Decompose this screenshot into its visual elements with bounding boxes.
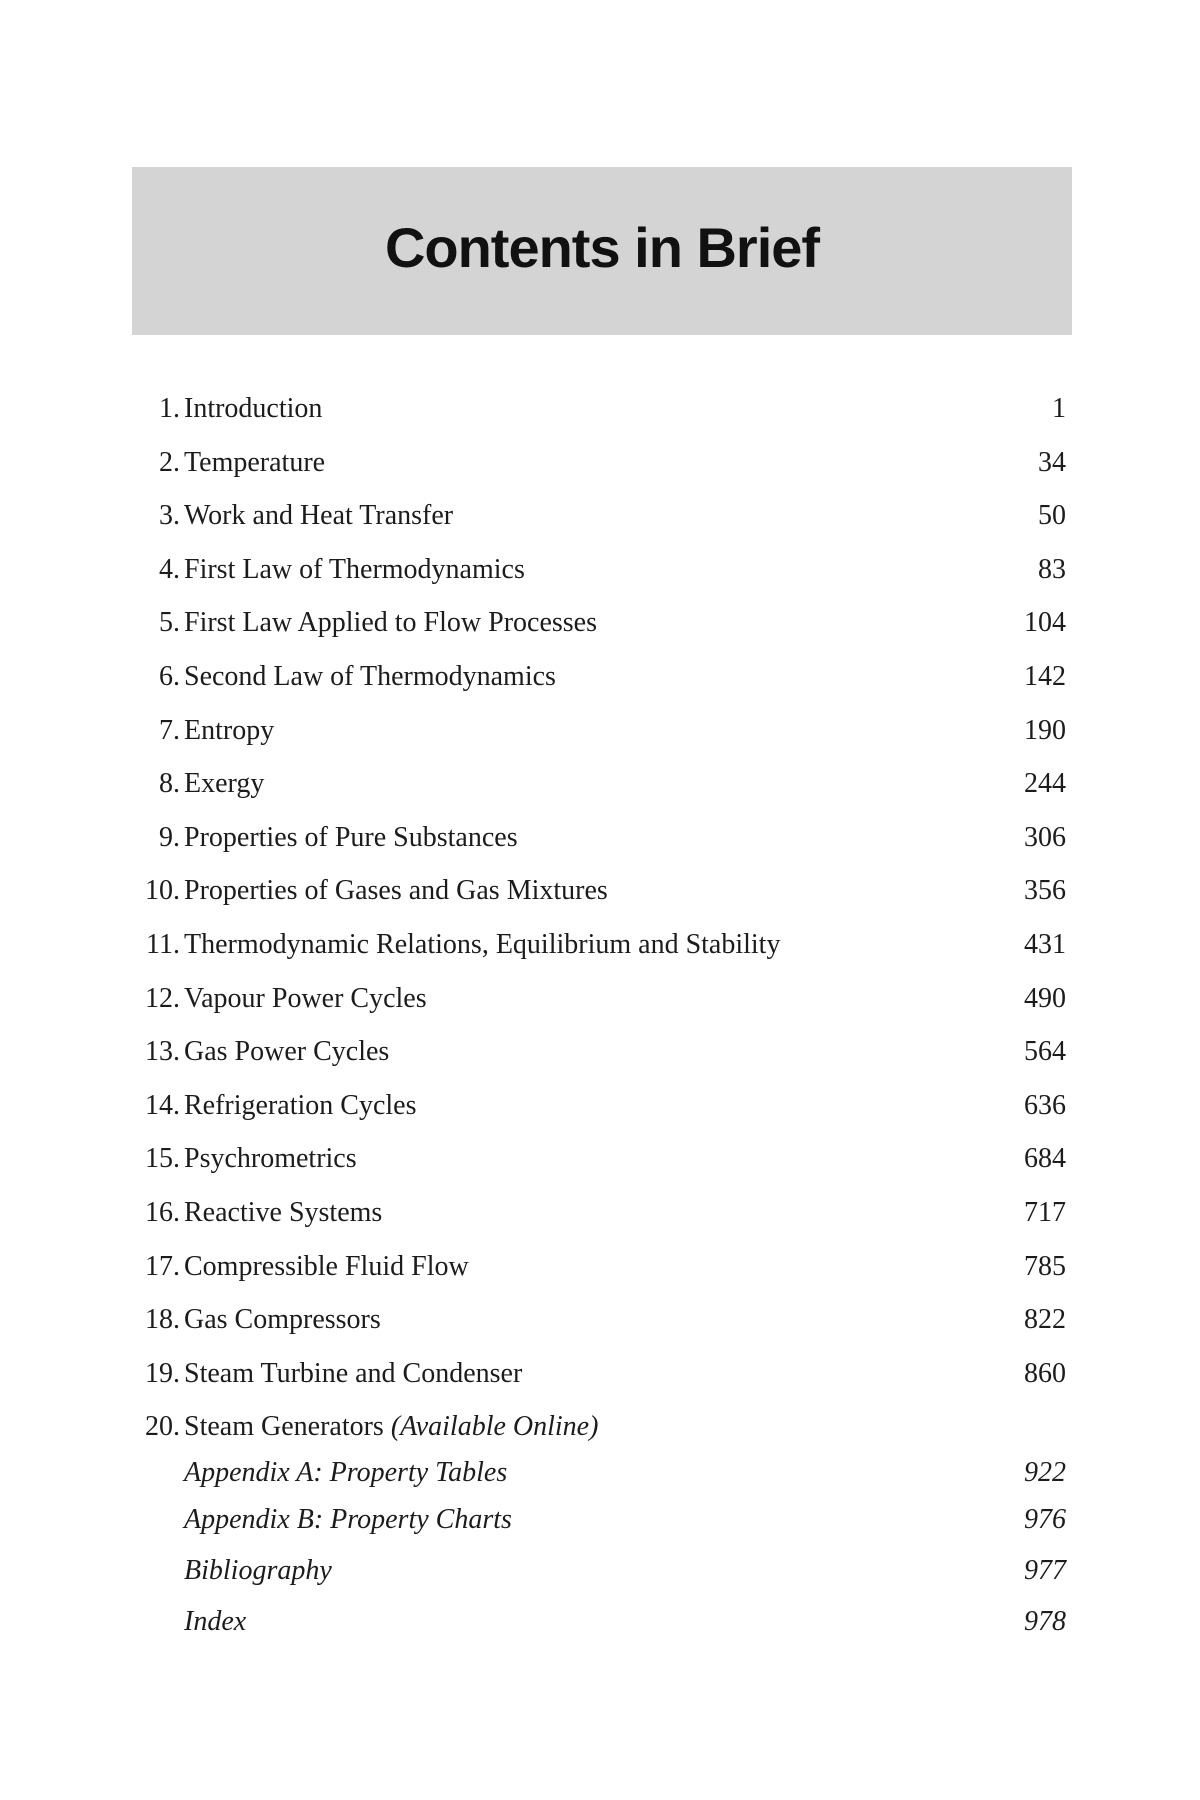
- chapter-number: 11.: [146, 928, 180, 960]
- chapter-number: 6.: [159, 660, 180, 692]
- chapter-number: 17.: [145, 1250, 180, 1282]
- page-number: 1: [1052, 393, 1066, 424]
- back-matter-entry: [132, 1551, 1072, 1591]
- chapter-title: Entropy: [184, 714, 275, 746]
- chapter-title-wrap: [184, 811, 518, 865]
- chapter-title-wrap: [184, 650, 556, 704]
- chapter-number: 1.: [159, 393, 180, 424]
- chapter-number: 5.: [159, 607, 180, 639]
- chapter-title: Gas Power Cycles: [184, 1036, 390, 1068]
- chapter-title-wrap: [184, 1186, 382, 1240]
- chapter-title: Compressible Fluid Flow: [184, 1250, 469, 1282]
- chapter-number: 10.: [145, 875, 180, 907]
- chapter-number: 15.: [145, 1143, 180, 1175]
- toc-entry: [132, 1293, 1072, 1347]
- toc-entry: [132, 489, 1072, 543]
- toc-entry: [132, 972, 1072, 1026]
- page-title: Contents in Brief: [384, 215, 820, 279]
- chapter-title: Reactive Systems: [184, 1196, 383, 1228]
- toc-entry: [132, 1347, 1072, 1401]
- back-matter-title: Appendix B: Property Charts: [184, 1504, 512, 1535]
- chapter-title-wrap: [184, 1079, 416, 1133]
- chapter-title: Work and Heat Transfer: [184, 500, 454, 532]
- page-number: 564: [1024, 1036, 1066, 1068]
- chapter-title: Properties of Pure Substances: [184, 821, 518, 853]
- chapter-title-wrap: [184, 382, 322, 436]
- page-number: 976: [1024, 1504, 1066, 1535]
- chapter-title: Steam Turbine and Condenser: [184, 1357, 523, 1389]
- chapter-title-wrap: [184, 596, 597, 650]
- toc-entry: [132, 1400, 1072, 1454]
- title-band: [132, 167, 1072, 335]
- page-number: 356: [1024, 875, 1066, 907]
- toc-entry: [132, 1025, 1072, 1079]
- chapter-number: 4.: [159, 553, 180, 585]
- chapter-number: 14.: [145, 1089, 180, 1121]
- page-number: 142: [1024, 660, 1066, 692]
- chapter-number: 8.: [159, 768, 180, 800]
- chapter-title-wrap: [184, 436, 325, 490]
- chapter-number: 19.: [145, 1357, 180, 1389]
- chapter-number: 12.: [145, 982, 180, 1014]
- chapter-title-wrap: [184, 1240, 469, 1294]
- toc-entry: [132, 543, 1072, 597]
- chapter-title-wrap: [184, 1347, 522, 1401]
- page-number: 50: [1038, 500, 1066, 532]
- toc-entry: [132, 1240, 1072, 1294]
- toc-entry: [132, 918, 1072, 972]
- chapter-title: Properties of Gases and Gas Mixtures: [184, 875, 608, 907]
- chapter-title: Vapour Power Cycles: [184, 982, 427, 1014]
- toc-entry: [132, 704, 1072, 758]
- toc-entry: [132, 382, 1072, 436]
- toc-entry: [132, 436, 1072, 490]
- chapter-number: 16.: [145, 1196, 180, 1228]
- chapter-title-wrap: [184, 864, 608, 918]
- chapter-title: Thermodynamic Relations, Equilibrium and Stability: [184, 928, 781, 960]
- chapter-title: Introduction: [184, 393, 323, 424]
- back-matter-entry: [132, 1602, 1072, 1642]
- toc-entry: [132, 596, 1072, 650]
- page-number: 717: [1024, 1196, 1066, 1228]
- chapter-title: First Law Applied to Flow Processes: [184, 607, 597, 639]
- page-number: 490: [1024, 982, 1066, 1014]
- page-number: 34: [1038, 446, 1066, 478]
- chapter-title-wrap: [184, 972, 427, 1026]
- page-number: 785: [1024, 1250, 1066, 1282]
- page-number: 977: [1024, 1555, 1066, 1586]
- chapter-number: 13.: [145, 1036, 180, 1068]
- chapter-title: Psychrometrics: [184, 1143, 357, 1175]
- back-matter-title: Bibliography: [184, 1555, 332, 1586]
- page-number: 431: [1024, 928, 1066, 960]
- chapter-title-wrap: [184, 1293, 381, 1347]
- page-number: 922: [1024, 1457, 1066, 1488]
- chapter-title-wrap: [184, 704, 274, 758]
- page-number: 83: [1038, 553, 1066, 585]
- toc-entry: [132, 1079, 1072, 1133]
- back-matter-title: Appendix A: Property Tables: [184, 1457, 508, 1488]
- chapter-title: Refrigeration Cycles: [184, 1089, 417, 1121]
- chapter-number: 7.: [159, 714, 180, 746]
- chapter-title-wrap: [184, 1025, 389, 1079]
- toc-entry: [132, 811, 1072, 865]
- page-number: 978: [1024, 1606, 1066, 1637]
- chapter-number: 3.: [159, 500, 180, 532]
- chapter-number: 18.: [145, 1304, 180, 1336]
- toc-entry: [132, 1132, 1072, 1186]
- chapter-number: 2.: [159, 446, 180, 478]
- page-number: 244: [1024, 768, 1066, 800]
- back-matter-entry: [132, 1453, 1072, 1493]
- toc-entry: [132, 757, 1072, 811]
- toc-entry: [132, 1186, 1072, 1240]
- chapter-title-wrap: [184, 543, 525, 597]
- toc-entry: [132, 650, 1072, 704]
- page-number: 684: [1024, 1143, 1066, 1175]
- chapter-title-wrap: [184, 1400, 598, 1454]
- back-matter-entry: [132, 1500, 1072, 1540]
- chapter-note: (Available Online): [390, 1411, 599, 1443]
- chapter-title: Exergy: [184, 768, 265, 800]
- page-number: 822: [1024, 1304, 1066, 1336]
- page-number: 636: [1024, 1089, 1066, 1121]
- chapter-number: 20.: [145, 1411, 180, 1443]
- chapter-title: Second Law of Thermodynamics: [184, 660, 556, 692]
- page-number: 190: [1024, 714, 1066, 746]
- chapter-title: Steam Generators: [184, 1411, 384, 1443]
- back-matter-title: Index: [184, 1606, 247, 1637]
- page-number: 860: [1024, 1357, 1066, 1389]
- page-number: 306: [1024, 821, 1066, 853]
- chapter-title-wrap: [184, 1132, 357, 1186]
- chapter-title-wrap: [184, 918, 780, 972]
- chapter-list: [132, 382, 1072, 1454]
- chapter-title: Gas Compressors: [184, 1304, 381, 1336]
- chapter-number: 9.: [159, 821, 180, 853]
- chapter-title: First Law of Thermodynamics: [184, 553, 525, 585]
- chapter-title-wrap: [184, 489, 453, 543]
- page-number: 104: [1024, 607, 1066, 639]
- toc-entry: [132, 864, 1072, 918]
- chapter-title-wrap: [184, 757, 264, 811]
- chapter-title: Temperature: [184, 446, 326, 478]
